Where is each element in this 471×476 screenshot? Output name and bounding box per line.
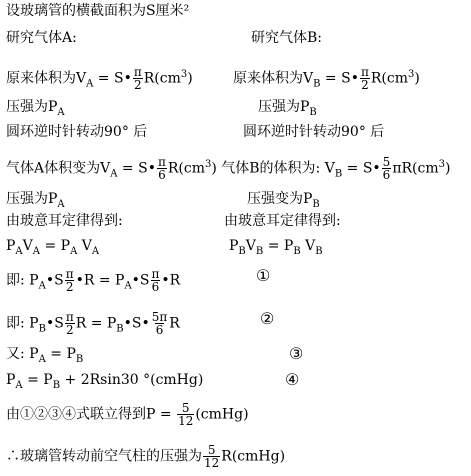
text-segment: = P <box>40 238 71 254</box>
fraction-denominator: 6 <box>151 280 160 294</box>
subscript: A <box>38 280 46 292</box>
text-segment: •R = P <box>75 272 125 289</box>
fraction <box>360 66 370 91</box>
subscript: B <box>238 245 246 257</box>
line-boyle-a <box>6 213 123 229</box>
text-segment: 压强为P <box>6 191 58 207</box>
text-segment: •S• <box>123 315 150 332</box>
text-segment: 压强为P <box>258 99 310 115</box>
subscript: B <box>75 353 84 365</box>
text-segment: •S <box>45 315 64 332</box>
text-segment: πR(cm <box>392 160 439 177</box>
subscript: B <box>52 379 61 391</box>
line-original-volume-a <box>6 66 193 92</box>
fraction-denominator: 12 <box>178 414 194 428</box>
subscript: A <box>110 168 118 180</box>
line-rotate-b <box>243 124 384 140</box>
line-study-gas-b <box>251 30 322 46</box>
line-eq-a <box>6 238 99 260</box>
text-segment: V <box>245 238 256 254</box>
text-segment: ) <box>187 70 193 87</box>
fraction-numerator: 5π <box>151 310 168 324</box>
eq-number-2 <box>260 311 274 328</box>
eq-number-1 <box>256 268 270 285</box>
subscript: B <box>116 323 124 335</box>
line-conclusion <box>6 444 285 469</box>
fraction-numerator: π <box>151 267 160 281</box>
fraction-numerator: 5 <box>382 155 391 169</box>
fraction-numerator: 5 <box>207 443 216 457</box>
fraction <box>65 311 75 336</box>
text-segment: = S• <box>117 160 156 177</box>
text-segment: 研究气体B: <box>251 30 323 46</box>
text-segment: •S <box>131 272 150 289</box>
fraction-numerator: π <box>65 267 74 281</box>
line-pressure-b <box>258 99 317 121</box>
fraction-denominator: 6 <box>382 168 391 182</box>
text-segment: = P <box>45 346 76 362</box>
text-segment: 压强变为P <box>247 191 313 207</box>
fraction-denominator: 2 <box>65 323 74 337</box>
subscript: B <box>293 245 301 257</box>
text-segment: P <box>6 238 16 254</box>
text-segment: 原来体积为V <box>233 70 314 87</box>
circled-number: ④ <box>285 370 300 389</box>
subscript: A <box>15 245 23 257</box>
fraction <box>157 156 167 181</box>
text-segment: 由玻意耳定律得到: <box>6 213 123 229</box>
text-segment: P <box>229 238 239 254</box>
superscript: 3 <box>438 158 446 170</box>
text-segment: 即: P <box>6 315 39 332</box>
fraction-numerator: π <box>360 65 369 79</box>
subscript: B <box>312 198 320 210</box>
fraction <box>151 268 161 293</box>
subscript: A <box>124 280 132 292</box>
subscript: B <box>255 245 264 257</box>
fraction-denominator: 2 <box>361 78 369 92</box>
text-segment: V <box>22 238 33 254</box>
subscript: B <box>334 168 343 180</box>
subscript: B <box>313 78 321 90</box>
text-segment: + 2Rsin30 °(cmHg) <box>60 372 204 388</box>
line-eq-1 <box>6 268 180 294</box>
line-pressure-a-2 <box>6 191 65 213</box>
text-segment: 研究气体A: <box>6 30 77 46</box>
line-pressure-b-2 <box>247 191 320 213</box>
text-segment: R = P <box>75 315 117 332</box>
subscript: A <box>91 245 100 257</box>
line-study-gas-a <box>6 30 77 46</box>
fraction-numerator: π <box>157 155 166 169</box>
line-eq-2 <box>6 311 180 337</box>
subscript: A <box>32 245 41 257</box>
text-segment: V <box>300 238 316 254</box>
text-segment: 压强为P <box>6 99 58 115</box>
circled-number: ① <box>256 266 271 285</box>
subscript: A <box>15 379 23 391</box>
text-segment: = P <box>22 372 53 388</box>
subscript: A <box>86 78 94 90</box>
line-cross-section <box>6 3 189 19</box>
text-segment: 气体A体积变为V <box>6 160 111 177</box>
subscript: A <box>57 106 65 118</box>
superscript: 3 <box>204 158 212 170</box>
fraction <box>65 268 75 293</box>
subscript: B <box>315 245 323 257</box>
fraction-numerator: π <box>65 310 74 324</box>
fraction <box>203 444 220 469</box>
subscript: A <box>57 198 65 210</box>
text-segment: 即: P <box>6 272 39 289</box>
line-rotate-a <box>6 124 147 140</box>
text-segment: ) <box>445 160 451 177</box>
fraction <box>382 156 392 181</box>
fraction-denominator: 12 <box>204 456 220 470</box>
fraction <box>151 311 169 336</box>
fraction-numerator: π <box>133 65 142 79</box>
eq-number-3 <box>289 346 303 363</box>
text-segment: = S• <box>342 160 381 177</box>
text-segment: 圆环逆时针转动90° 后 <box>6 124 148 140</box>
circled-number: ③ <box>289 344 304 363</box>
line-new-volumes <box>6 156 450 182</box>
text-segment: 设玻璃管的横截面积为S厘米² <box>6 3 190 19</box>
eq-number-4 <box>285 372 299 389</box>
fraction <box>133 66 143 91</box>
subscript: B <box>38 323 46 335</box>
subscript: B <box>309 106 317 118</box>
circled-number: ② <box>260 309 275 328</box>
text-segment: R(cm <box>370 70 408 87</box>
text-segment: 由①②③④式联立得到P = <box>6 406 177 423</box>
text-segment: ) 气体B的体积为: V <box>211 160 335 177</box>
text-segment: •R <box>161 272 181 289</box>
text-segment: P <box>6 372 16 388</box>
fraction <box>177 402 194 427</box>
text-segment: (cmHg) <box>195 406 249 423</box>
fraction-denominator: 2 <box>133 78 142 92</box>
line-eq-4 <box>6 372 203 394</box>
text-segment: 原来体积为V <box>6 70 87 87</box>
subscript: A <box>38 353 46 365</box>
fraction-numerator: 5 <box>181 401 190 415</box>
text-segment: R(cm <box>143 70 181 87</box>
fraction-denominator: 6 <box>155 323 164 337</box>
text-segment: = S• <box>320 70 359 87</box>
text-segment: ∴玻璃管转动前空气柱的压强为 <box>6 448 202 465</box>
text-segment: R(cmHg) <box>221 448 286 465</box>
text-segment: 圆环逆时针转动90° 后 <box>243 124 385 140</box>
text-segment: R(cm <box>167 160 205 177</box>
subscript: A <box>70 245 78 257</box>
fraction-denominator: 2 <box>65 280 74 294</box>
text-segment: 又: P <box>6 346 39 362</box>
line-eq-3 <box>6 346 83 368</box>
line-eq-b <box>229 238 323 260</box>
text-segment: 由玻意耳定律得到: <box>224 213 341 229</box>
superscript: 3 <box>180 68 188 80</box>
fraction-denominator: 6 <box>158 168 166 182</box>
text-segment: = S• <box>93 70 132 87</box>
line-boyle-b <box>224 213 341 229</box>
text-segment: R <box>169 315 180 332</box>
line-result <box>6 402 249 427</box>
superscript: 3 <box>407 68 415 80</box>
text-segment: V <box>77 238 92 254</box>
text-segment: = P <box>263 238 294 254</box>
line-original-volume-b <box>233 66 420 92</box>
text-segment: •S <box>45 272 64 289</box>
line-pressure-a <box>6 99 65 121</box>
text-segment: ) <box>414 70 420 87</box>
